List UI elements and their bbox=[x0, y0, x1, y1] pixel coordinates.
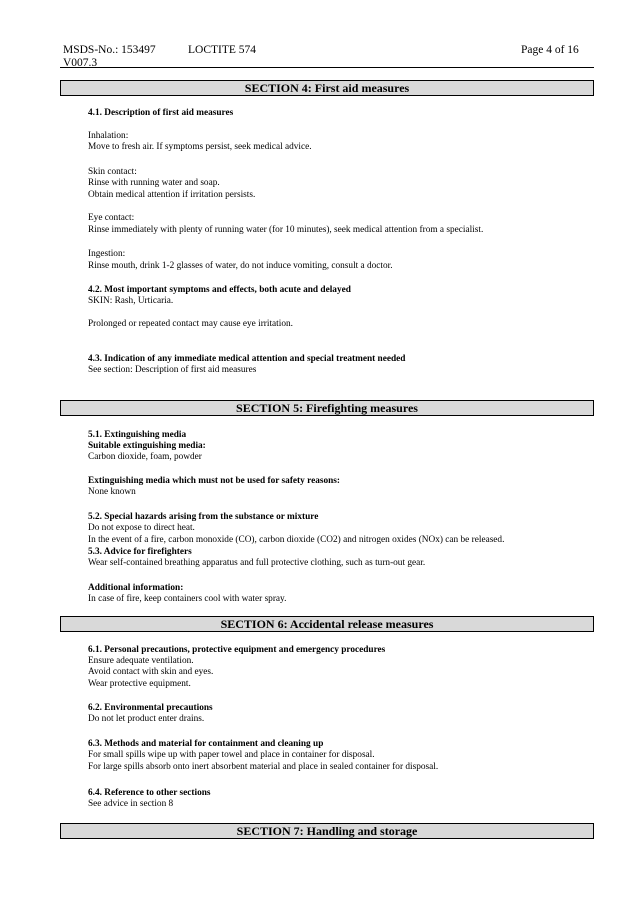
skin-contact-text-1: Rinse with running water and soap. bbox=[88, 178, 220, 188]
section-5-title: SECTION 5: Firefighting measures bbox=[60, 400, 594, 416]
additional-info-label: Additional information: bbox=[88, 583, 184, 593]
skin-contact-text-2: Obtain medical attention if irritation persists. bbox=[88, 190, 256, 200]
unsuitable-media-text: None known bbox=[88, 487, 136, 497]
subsection-4-3-heading: 4.3. Indication of any immediate medical attention and special treatment needed bbox=[88, 354, 406, 364]
subsection-4-2-heading: 4.2. Most important symptoms and effects, both acute and delayed bbox=[88, 285, 351, 295]
additional-info-text: In case of fire, keep containers cool with water spray. bbox=[88, 594, 287, 604]
subsection-5-1-heading: 5.1. Extinguishing media bbox=[88, 430, 187, 440]
section-7-title: SECTION 7: Handling and storage bbox=[60, 823, 594, 839]
firefighter-advice-text: Wear self-contained breathing apparatus and full protective clothing, such as turn-out gear. bbox=[88, 558, 426, 568]
special-hazards-text-2: In the event of a fire, carbon monoxide (CO), carbon dioxide (CO2) and nitrogen oxides (NOx) can be released. bbox=[88, 535, 505, 545]
containment-text-1: For small spills wipe up with paper towel and place in container for disposal. bbox=[88, 750, 375, 760]
symptoms-skin-text: SKIN: Rash, Urticaria. bbox=[88, 296, 174, 306]
subsection-5-2-heading: 5.2. Special hazards arising from the substance or mixture bbox=[88, 512, 319, 522]
eye-contact-text: Rinse immediately with plenty of running water (for 10 minutes), seek medical attention from a specialist. bbox=[88, 225, 484, 235]
personal-precautions-text-2: Avoid contact with skin and eyes. bbox=[88, 667, 214, 677]
ingestion-text: Rinse mouth, drink 1-2 glasses of water, do not induce vomiting, consult a doctor. bbox=[88, 261, 393, 271]
msds-number: MSDS-No.: 153497 bbox=[63, 44, 156, 56]
environmental-precautions-text: Do not let product enter drains. bbox=[88, 714, 205, 724]
eye-contact-label: Eye contact: bbox=[88, 213, 135, 223]
subsection-6-3-heading: 6.3. Methods and material for containment and cleaning up bbox=[88, 739, 324, 749]
skin-contact-label: Skin contact: bbox=[88, 167, 137, 177]
subsection-6-2-heading: 6.2. Environmental precautions bbox=[88, 703, 213, 713]
inhalation-text: Move to fresh air. If symptoms persist, seek medical advice. bbox=[88, 142, 312, 152]
inhalation-label: Inhalation: bbox=[88, 131, 129, 141]
subsection-6-1-heading: 6.1. Personal precautions, protective equipment and emergency procedures bbox=[88, 645, 386, 655]
reference-sections-text: See advice in section 8 bbox=[88, 799, 174, 809]
subsection-4-1-heading: 4.1. Description of first aid measures bbox=[88, 108, 234, 118]
page-number: Page 4 of 16 bbox=[521, 44, 579, 56]
section-4-title: SECTION 4: First aid measures bbox=[60, 80, 594, 96]
suitable-media-label: Suitable extinguishing media: bbox=[88, 441, 206, 451]
personal-precautions-text-3: Wear protective equipment. bbox=[88, 679, 191, 689]
product-name: LOCTITE 574 bbox=[188, 44, 257, 56]
containment-text-2: For large spills absorb onto inert absorbent material and place in sealed container for disposal. bbox=[88, 762, 439, 772]
unsuitable-media-label: Extinguishing media which must not be used for safety reasons: bbox=[88, 476, 340, 486]
subsection-6-4-heading: 6.4. Reference to other sections bbox=[88, 788, 211, 798]
subsection-5-3-heading: 5.3. Advice for firefighters bbox=[88, 547, 192, 557]
subsection-4-3-text: See section: Description of first aid measures bbox=[88, 365, 257, 375]
ingestion-label: Ingestion: bbox=[88, 249, 126, 259]
symptoms-eye-text: Prolonged or repeated contact may cause eye irritation. bbox=[88, 319, 293, 329]
version-number: V007.3 bbox=[63, 57, 98, 69]
section-6-title: SECTION 6: Accidental release measures bbox=[60, 616, 594, 632]
suitable-media-text: Carbon dioxide, foam, powder bbox=[88, 452, 202, 462]
special-hazards-text-1: Do not expose to direct heat. bbox=[88, 523, 195, 533]
header-divider bbox=[60, 67, 594, 68]
personal-precautions-text-1: Ensure adequate ventilation. bbox=[88, 656, 194, 666]
